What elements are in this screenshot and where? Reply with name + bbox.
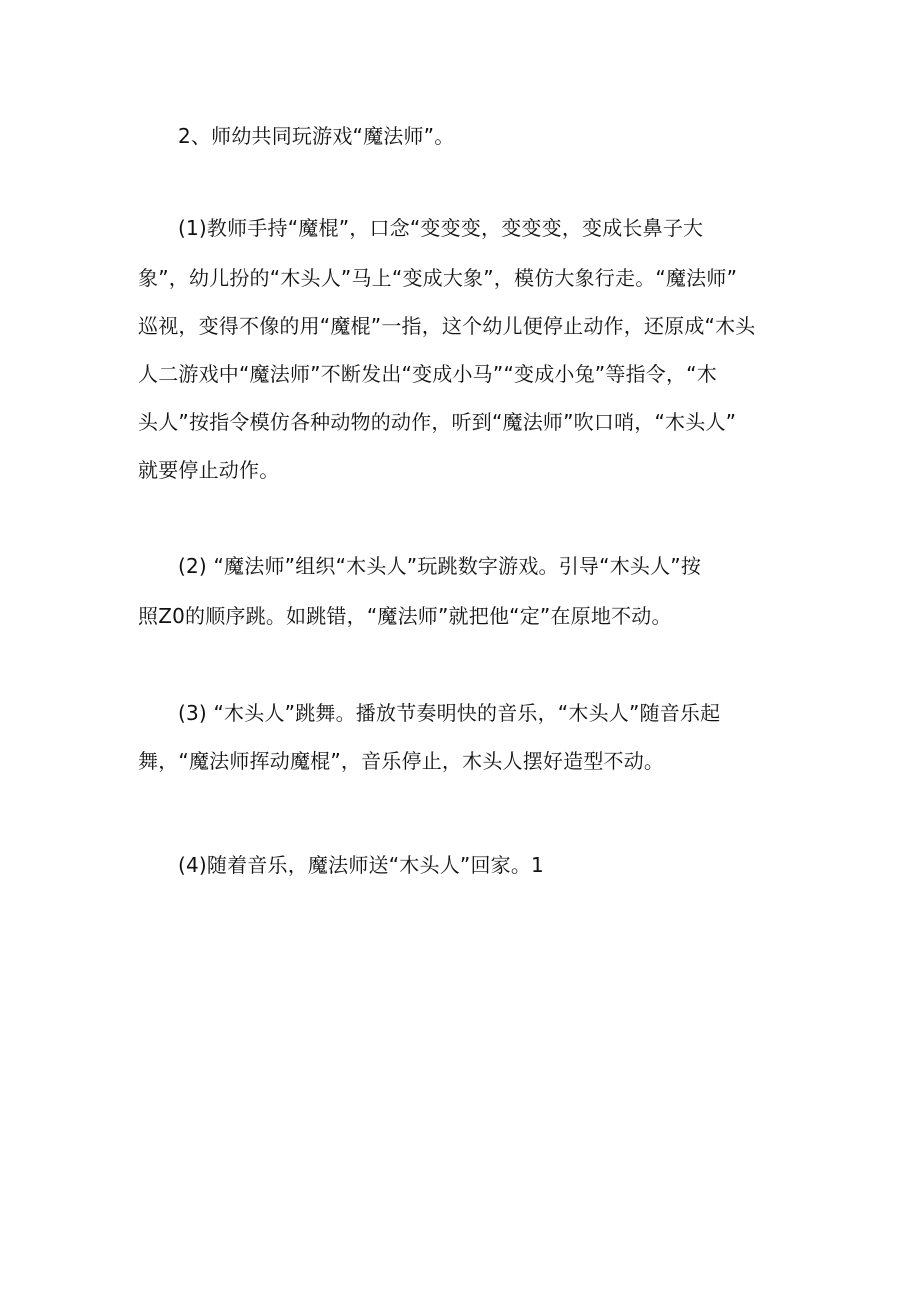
paragraph-1-line-6: 就要停止动作。	[138, 458, 280, 482]
paragraph-3-line-2: 舞，“魔法师挥动魔棍”，音乐停止，木头人摆好造型不动。	[138, 749, 665, 773]
paragraph-2-line-1: (2) “魔法师”组织“木头人”玩跳数字游戏。引导“木头人”按	[178, 554, 702, 578]
paragraph-2-line-2: 照Z0的顺序跳。如跳错，“魔法师”就把他“定”在原地不动。	[138, 604, 672, 628]
paragraph-1-line-1: (1)教师手持“魔棍”，口念“变变变，变变变，变成长鼻子大	[178, 216, 704, 240]
paragraph-1-line-3: 巡视，变得不像的用“魔棍”一指，这个幼儿便停止动作，还原成“木头	[138, 314, 756, 338]
section-heading: 2、师幼共同玩游戏“魔法师”。	[178, 124, 455, 148]
paragraph-1-line-2: 象”，幼儿扮的“木头人”马上“变成大象”，模仿大象行走。“魔法师”	[138, 266, 738, 290]
paragraph-3-line-1: (3) “木头人”跳舞。播放节奏明快的音乐，“木头人”随音乐起	[178, 701, 721, 725]
paragraph-1-line-4: 人二游戏中“魔法师”不断发出“变成小马”“变成小兔”等指令，“木	[138, 362, 717, 386]
paragraph-4-line-1: (4)随着音乐，魔法师送“木头人”回家。1	[178, 853, 544, 877]
paragraph-1-line-5: 头人”按指令模仿各种动物的动作，听到“魔法师”吹口哨，“木头人”	[138, 410, 737, 434]
